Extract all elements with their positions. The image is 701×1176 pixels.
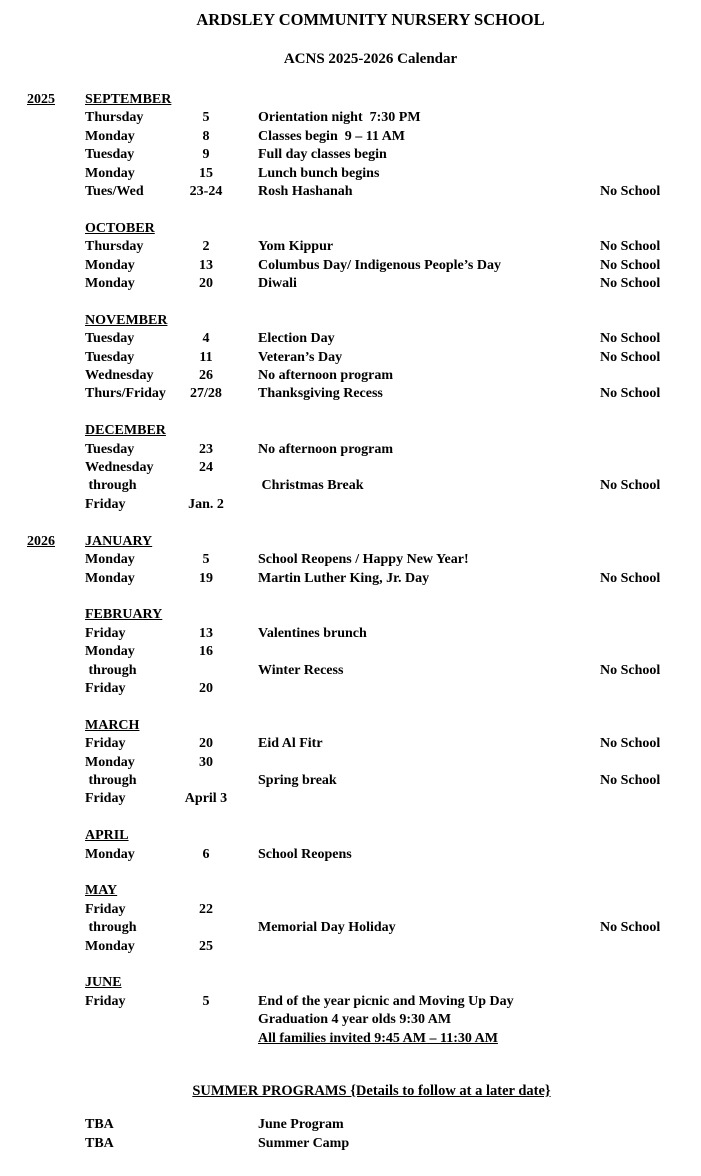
year-spacer: [0, 165, 85, 183]
row-status: No School: [600, 257, 661, 273]
row-event: Election Day: [258, 331, 335, 347]
row-day: Monday: [85, 846, 135, 862]
row-day: Monday: [85, 128, 135, 144]
row-date: 22: [199, 901, 213, 917]
row-day: Monday: [85, 165, 135, 181]
year-spacer: [0, 1030, 85, 1048]
calendar-row: [0, 275, 701, 293]
year-spacer: [0, 128, 85, 146]
document-subtitle: ACNS 2025-2026 Calendar: [283, 51, 458, 67]
row-status: [600, 938, 701, 956]
month-heading: OCTOBER: [85, 220, 155, 236]
row-date: [176, 1030, 236, 1048]
row-day: Friday: [85, 680, 126, 696]
row-status: [600, 993, 701, 1011]
month-heading: DECEMBER: [85, 423, 166, 439]
row-status: [600, 643, 701, 661]
calendar-row: [0, 643, 701, 661]
row-day: Tuesday: [85, 441, 135, 457]
calendar-row: [0, 919, 701, 937]
row-date: 23-24: [189, 184, 223, 200]
month-header-row: [0, 606, 701, 624]
year-spacer: [0, 754, 85, 772]
summer-row-label: TBA: [85, 1135, 114, 1151]
calendar-row: [0, 109, 701, 127]
row-date: Jan. 2: [188, 496, 224, 512]
year-spacer: [0, 275, 85, 293]
year-spacer: [0, 735, 85, 753]
month-header-row: [0, 91, 701, 109]
row-day: Tuesday: [85, 349, 135, 365]
calendar-row: [0, 625, 701, 643]
date-spacer: [176, 1135, 236, 1153]
row-status: [600, 1011, 701, 1029]
calendar-row: [0, 330, 701, 348]
row-status: No School: [600, 239, 661, 255]
row-date: 15: [199, 165, 213, 181]
year-label: [0, 882, 85, 900]
row-status: [600, 846, 701, 864]
month-header-row: [0, 882, 701, 900]
month-heading: SEPTEMBER: [85, 92, 172, 107]
year-spacer: [0, 441, 85, 459]
year-spacer: [0, 477, 85, 495]
row-event: No afternoon program: [258, 441, 394, 457]
year-spacer: [0, 662, 85, 680]
summer-program-row: [0, 1116, 701, 1134]
row-event: [236, 754, 600, 772]
row-day: Tuesday: [85, 147, 135, 163]
row-date: 20: [199, 276, 213, 292]
row-event: Memorial Day Holiday: [258, 920, 396, 936]
calendar-row: [0, 790, 701, 808]
row-day: [85, 1030, 176, 1048]
row-event: Classes begin 9 – 11 AM: [258, 128, 406, 144]
row-day: Wednesday: [85, 460, 154, 476]
year-spacer: [0, 680, 85, 698]
row-event: Columbus Day/ Indigenous People’s Day: [258, 257, 501, 273]
row-date: 6: [202, 846, 210, 862]
row-event: Christmas Break: [258, 478, 364, 494]
calendar-row: [0, 257, 701, 275]
row-status: [600, 367, 701, 385]
row-status: [600, 625, 701, 643]
row-date: 20: [199, 680, 213, 696]
row-date: 9: [202, 147, 210, 163]
calendar-row: [0, 551, 701, 569]
row-date: [176, 477, 236, 495]
row-date: [176, 1011, 236, 1029]
date-spacer: [176, 1116, 236, 1134]
month-header-row: [0, 974, 701, 992]
row-date: 23: [199, 441, 213, 457]
row-date: 25: [199, 938, 213, 954]
document-title: ARDSLEY COMMUNITY NURSERY SCHOOL: [196, 10, 545, 29]
row-day: Thursday: [85, 239, 144, 255]
row-day: Wednesday: [85, 368, 154, 384]
calendar-row: [0, 385, 701, 403]
row-status: [600, 1030, 701, 1048]
row-status: No School: [600, 386, 661, 402]
row-date: [176, 919, 236, 937]
month-header-row: [0, 533, 701, 551]
calendar-row: [0, 772, 701, 790]
row-date: 11: [199, 349, 213, 365]
summer-programs-heading: SUMMER PROGRAMS {Details to follow at a later date}: [192, 1082, 551, 1099]
row-day: Friday: [85, 625, 126, 641]
year-label: [0, 606, 85, 624]
calendar-row: [0, 459, 701, 477]
month-section-april: [0, 827, 701, 864]
row-status: [600, 754, 701, 772]
year-spacer: [0, 625, 85, 643]
row-status: No School: [600, 349, 661, 365]
row-event: Lunch bunch begins: [258, 165, 380, 181]
row-day: Friday: [85, 496, 126, 512]
row-date: 30: [199, 754, 213, 770]
row-status: No School: [600, 662, 661, 678]
row-status: No School: [600, 570, 661, 586]
row-date: [176, 772, 236, 790]
row-day: Friday: [85, 993, 126, 1009]
row-date: 13: [199, 625, 213, 641]
month-header-row: [0, 312, 701, 330]
summer-row-program: June Program: [258, 1117, 344, 1133]
year-spacer: [0, 1135, 85, 1153]
calendar-row: [0, 680, 701, 698]
calendar-row: [0, 496, 701, 514]
calendar-row: [0, 993, 701, 1011]
row-event: [236, 901, 600, 919]
year-spacer: [0, 1011, 85, 1029]
year-spacer: [0, 109, 85, 127]
summer-row-label: TBA: [85, 1117, 114, 1133]
row-date: 26: [199, 368, 213, 384]
calendar-row: [0, 754, 701, 772]
row-date: 16: [199, 644, 213, 660]
calendar-row: [0, 367, 701, 385]
row-date: 5: [202, 993, 210, 1009]
row-event: All families invited 9:45 AM – 11:30 AM: [258, 1030, 498, 1046]
row-event: [236, 790, 600, 808]
row-date: 24: [199, 460, 213, 476]
calendar-row: [0, 846, 701, 864]
year-label: [0, 422, 85, 440]
row-date: 13: [199, 257, 213, 273]
month-section-may: [0, 882, 701, 956]
row-date: 2: [202, 239, 210, 255]
calendar-row: [0, 1030, 701, 1048]
row-date: 19: [199, 570, 213, 586]
row-day: through: [85, 772, 137, 788]
row-status: [600, 901, 701, 919]
row-event: Orientation night 7:30 PM: [258, 110, 421, 126]
month-header-row: [0, 220, 701, 238]
year-spacer: [0, 846, 85, 864]
row-event: School Reopens: [258, 846, 352, 862]
calendar-row: [0, 1011, 701, 1029]
year-label: [0, 827, 85, 845]
row-status: [600, 680, 701, 698]
year-spacer: [0, 993, 85, 1011]
row-event: School Reopens / Happy New Year!: [258, 552, 469, 568]
row-date: 8: [202, 128, 210, 144]
year-spacer: [0, 643, 85, 661]
month-section-january: [0, 533, 701, 588]
row-status: [600, 496, 701, 514]
row-status: [600, 790, 701, 808]
month-section-june: [0, 974, 701, 1048]
row-status: [600, 109, 701, 127]
row-day: Friday: [85, 791, 126, 807]
year-spacer: [0, 790, 85, 808]
row-day: through: [85, 662, 137, 678]
month-heading: APRIL: [85, 828, 129, 844]
row-date: [176, 662, 236, 680]
month-heading: NOVEMBER: [85, 312, 168, 328]
month-header-row: [0, 422, 701, 440]
row-status: No School: [600, 772, 661, 788]
row-event: Yom Kippur: [258, 239, 334, 255]
row-day: Thursday: [85, 110, 144, 126]
row-event: Martin Luther King, Jr. Day: [258, 570, 430, 586]
row-day: Tuesday: [85, 331, 135, 347]
row-day: [85, 1011, 176, 1029]
row-status: [600, 459, 701, 477]
year-label: [0, 312, 85, 330]
year-label: [0, 717, 85, 735]
row-event: No afternoon program: [258, 368, 394, 384]
row-status: No School: [600, 736, 661, 752]
calendar-sections: [0, 91, 701, 1048]
row-date: 4: [202, 331, 210, 347]
row-date: 5: [202, 552, 210, 568]
row-day: Monday: [85, 570, 135, 586]
year-spacer: [0, 772, 85, 790]
row-event: Rosh Hashanah: [258, 184, 353, 200]
calendar-row: [0, 165, 701, 183]
row-status: No School: [600, 331, 661, 347]
status-spacer: [600, 1116, 701, 1134]
year-spacer: [0, 349, 85, 367]
month-section-october: [0, 220, 701, 294]
year-spacer: [0, 367, 85, 385]
calendar-row: [0, 183, 701, 201]
row-event: Eid Al Fitr: [258, 736, 323, 752]
row-day: Tues/Wed: [85, 184, 144, 200]
row-event: Winter Recess: [258, 662, 344, 678]
year-spacer: [0, 551, 85, 569]
calendar-row: [0, 735, 701, 753]
month-heading: MAY: [85, 883, 118, 899]
month-heading: JANUARY: [85, 533, 153, 549]
row-event: Full day classes begin: [258, 147, 387, 163]
row-day: Monday: [85, 644, 135, 660]
calendar-row: [0, 128, 701, 146]
row-status: [600, 146, 701, 164]
year-spacer: [0, 183, 85, 201]
row-event: Spring break: [258, 772, 337, 788]
month-header-row: [0, 717, 701, 735]
calendar-row: [0, 349, 701, 367]
calendar-row: [0, 477, 701, 495]
row-status: No School: [600, 276, 661, 292]
row-event: Valentines brunch: [258, 625, 367, 641]
month-section-february: [0, 606, 701, 698]
row-event: Graduation 4 year olds 9:30 AM: [258, 1012, 452, 1028]
year-label: 2025: [27, 92, 55, 107]
row-event: Diwali: [258, 276, 297, 292]
row-day: Thurs/Friday: [85, 386, 166, 402]
calendar-row: [0, 938, 701, 956]
month-section-september: [0, 91, 701, 201]
year-spacer: [0, 919, 85, 937]
calendar-row: [0, 238, 701, 256]
row-day: Friday: [85, 901, 126, 917]
year-spacer: [0, 146, 85, 164]
row-status: No School: [600, 184, 661, 200]
year-spacer: [0, 459, 85, 477]
row-event: [236, 459, 600, 477]
month-heading: MARCH: [85, 717, 140, 733]
row-status: [600, 551, 701, 569]
summer-programs-list: [0, 1116, 701, 1153]
row-event: [236, 496, 600, 514]
row-event: Veteran’s Day: [258, 349, 343, 365]
row-event: Thanksgiving Recess: [258, 386, 383, 402]
row-status: [600, 165, 701, 183]
row-date: 20: [199, 736, 213, 752]
month-section-november: [0, 312, 701, 404]
calendar-row: [0, 570, 701, 588]
month-section-december: [0, 422, 701, 514]
row-date: April 3: [184, 791, 228, 807]
row-event: [236, 643, 600, 661]
row-event: [236, 938, 600, 956]
row-day: Monday: [85, 276, 135, 292]
calendar-row: [0, 441, 701, 459]
row-day: Monday: [85, 754, 135, 770]
calendar-row: [0, 662, 701, 680]
year-label: [0, 220, 85, 238]
year-label: [0, 974, 85, 992]
month-heading: FEBRUARY: [85, 607, 163, 623]
month-header-row: [0, 827, 701, 845]
row-event: End of the year picnic and Moving Up Day: [258, 993, 514, 1009]
month-heading: JUNE: [85, 975, 122, 991]
status-spacer: [600, 1135, 701, 1153]
row-event: [236, 680, 600, 698]
year-spacer: [0, 257, 85, 275]
row-day: Monday: [85, 257, 135, 273]
year-spacer: [0, 385, 85, 403]
calendar-row: [0, 146, 701, 164]
row-status: No School: [600, 478, 661, 494]
year-spacer: [0, 570, 85, 588]
year-spacer: [0, 1116, 85, 1134]
row-day: through: [85, 478, 137, 494]
row-status: No School: [600, 920, 661, 936]
year-spacer: [0, 938, 85, 956]
row-date: 27/28: [190, 386, 222, 402]
year-spacer: [0, 901, 85, 919]
row-day: Friday: [85, 736, 126, 752]
calendar-row: [0, 901, 701, 919]
row-status: [600, 441, 701, 459]
row-day: through: [85, 920, 137, 936]
row-date: 5: [202, 110, 210, 126]
summer-row-program: Summer Camp: [258, 1135, 350, 1151]
year-label: 2026: [27, 533, 55, 549]
row-day: Monday: [85, 552, 135, 568]
year-spacer: [0, 238, 85, 256]
row-status: [600, 128, 701, 146]
year-spacer: [0, 330, 85, 348]
month-section-march: [0, 717, 701, 809]
row-day: Monday: [85, 938, 135, 954]
year-spacer: [0, 496, 85, 514]
summer-program-row: [0, 1135, 701, 1153]
